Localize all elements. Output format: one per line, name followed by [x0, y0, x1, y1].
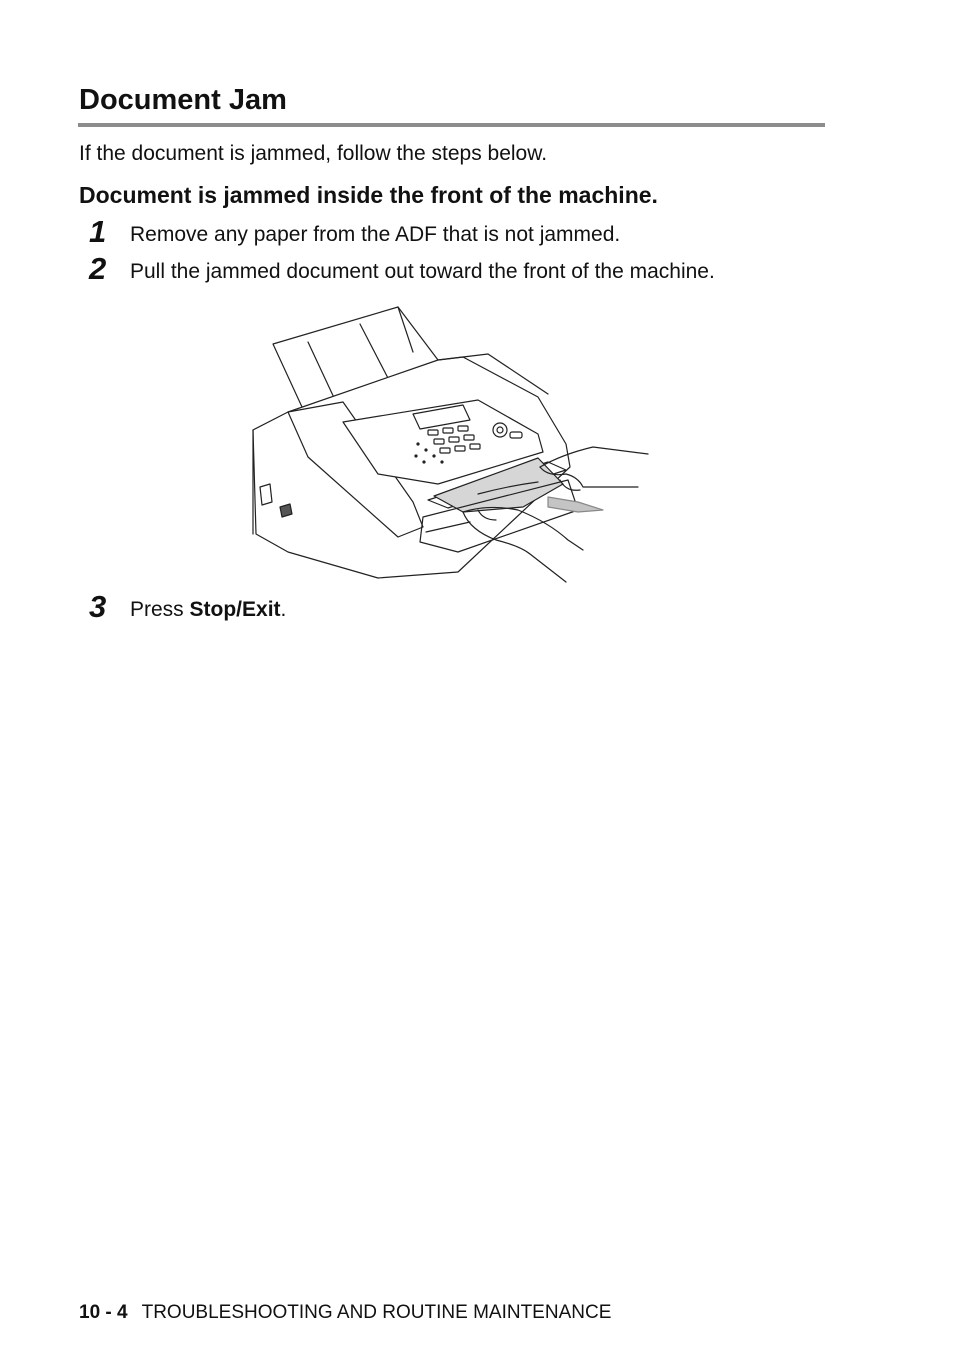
stop-exit-key: Stop/Exit: [189, 598, 281, 621]
fax-machine-jam-illustration: [248, 302, 658, 584]
subsection-heading: Document is jammed inside the front of the machine.: [79, 182, 658, 208]
step-text: [130, 597, 286, 623]
step-number: 1: [89, 214, 107, 249]
chapter-title: TROUBLESHOOTING AND ROUTINE MAINTENANCE: [141, 1302, 612, 1323]
step-text-prefix: Press: [130, 598, 190, 621]
step-text-suffix: .: [280, 598, 287, 621]
step-number: 3: [89, 589, 107, 624]
step-number: 2: [89, 251, 107, 286]
step-text: Remove any paper from the ADF that is not jammed.: [130, 223, 621, 246]
step-text: Pull the jammed document out toward the front of the machine.: [130, 260, 715, 283]
page-footer: [79, 1301, 611, 1325]
page-title: Document Jam: [79, 84, 287, 116]
intro-text: If the document is jammed, follow the steps below.: [79, 142, 548, 165]
page-number: 10 - 4: [79, 1302, 128, 1323]
title-divider: [78, 123, 825, 127]
